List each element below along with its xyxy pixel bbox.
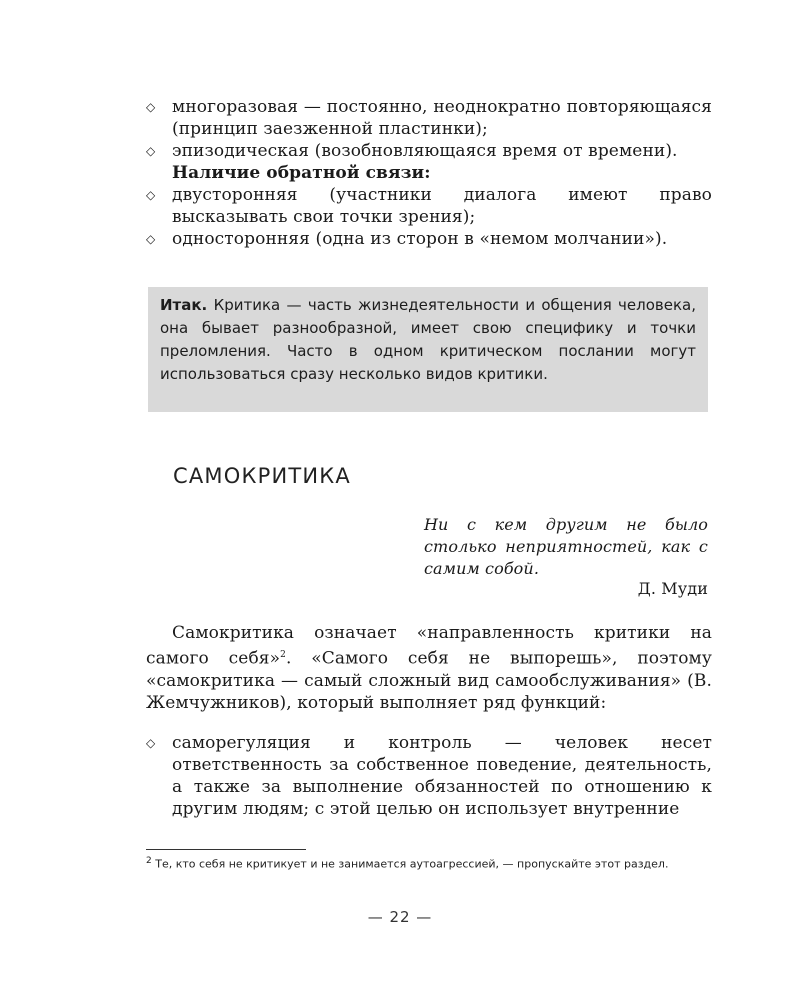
list-item-text: двусторонняя (участники диалога имеют право высказывать свои точки зрения); (172, 185, 712, 227)
diamond-bullet-icon: ◇ (146, 144, 156, 158)
list-item (146, 732, 712, 820)
list-item (146, 184, 712, 228)
epigraph-author: Д. Муди (637, 579, 708, 598)
list-item-text: эпизодическая (возобновляющаяся время от времени). (172, 141, 678, 161)
diamond-bullet-icon: ◇ (146, 188, 156, 202)
list-item-text: многоразовая — постоянно, неоднократно повторяющаяся (принцип заезженной пластинки); (172, 97, 712, 139)
bottom-bullet-list (146, 732, 712, 820)
body-paragraph (146, 622, 712, 714)
list-item-text: саморегуляция и контроль — человек несет ответственность за собственное поведение, деятельность, а также за выполнение обязанностей по отношению к другим людям; с этой целью он использует внутренние (172, 733, 712, 819)
footnote-number: 2 (146, 856, 152, 866)
epigraph-quote: Ни с кем другим не было столько неприятностей, как с самим собой. (424, 515, 708, 578)
diamond-bullet-icon: ◇ (146, 100, 156, 114)
list-item (146, 140, 712, 162)
footnote-divider (146, 849, 306, 850)
footnote-reference: 2 (280, 650, 286, 660)
summary-box (148, 287, 708, 412)
diamond-bullet-icon: ◇ (146, 736, 156, 750)
paragraph-text-end: . «Самого себя не выпорешь», поэтому «самокритика — самый сложный вид самообслуживания» (В. Жемчужников), который выполняет ряд функций: (146, 648, 712, 713)
list-item (146, 228, 712, 250)
paragraph-text-start: Самокритика означает «направленность критики на самого себя» (146, 623, 712, 669)
top-bullet-list (146, 96, 712, 250)
footnote (146, 853, 712, 873)
page-number: — 22 — (367, 908, 433, 926)
summary-text: Критика — часть жизнедеятельности и общения человека, она бывает разнообразной, имеет свою специфику и точки преломления. Часто в одном критическом послании могут использоваться сразу несколько видов критики. (160, 296, 696, 383)
diamond-bullet-icon: ◇ (146, 232, 156, 246)
section-heading: САМОКРИТИКА (173, 464, 351, 488)
summary-label: Итак. (160, 296, 208, 314)
list-subheading: Наличие обратной связи: (172, 163, 431, 183)
list-item (146, 96, 712, 140)
footnote-text: Те, кто себя не критикует и не занимается аутоагрессией, — пропускайте этот раздел. (155, 857, 669, 871)
list-item-text: односторонняя (одна из сторон в «немом молчании»). (172, 229, 668, 249)
